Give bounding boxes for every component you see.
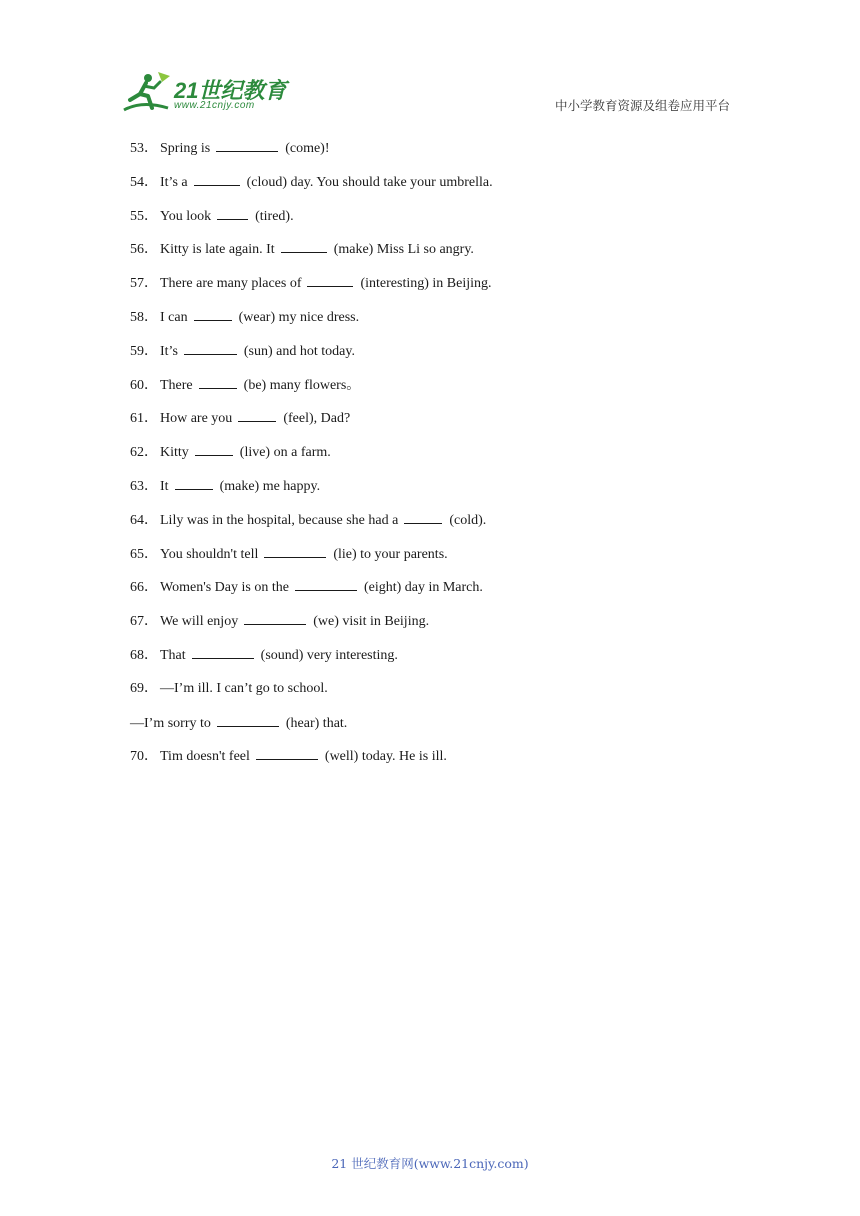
- question-item: [130, 680, 730, 714]
- question-hint: (eight) day in March.: [363, 580, 483, 596]
- question-number: 60．: [130, 377, 158, 393]
- runner-logo-icon: [122, 70, 172, 114]
- question-item: [130, 139, 730, 173]
- question-number: 58．: [130, 309, 158, 325]
- question-item: [130, 477, 730, 511]
- question-item: [130, 342, 730, 376]
- question-hint: (interesting) in Beijing.: [360, 276, 492, 292]
- question-item: [130, 207, 730, 241]
- question-text: You look: [160, 208, 212, 224]
- question-number: 54．: [130, 174, 158, 190]
- question-text: We will enjoy: [160, 614, 239, 630]
- question-number: 61．: [130, 411, 158, 427]
- question-number: 68．: [130, 647, 158, 663]
- question-hint: (sun) and hot today.: [243, 343, 355, 359]
- question-item: [130, 511, 730, 545]
- question-item: [130, 173, 730, 207]
- question-text: There are many places of: [160, 276, 302, 292]
- question-number: 57．: [130, 276, 158, 292]
- question-text: I can: [160, 309, 188, 325]
- question-hint: (well) today. He is ill.: [324, 749, 447, 765]
- question-hint: (come)!: [285, 141, 330, 156]
- question-hint: (cold).: [449, 512, 487, 528]
- question-hint: (hear) that.: [285, 715, 348, 731]
- question-text: That: [160, 647, 186, 663]
- question-hint: (tired).: [255, 208, 294, 224]
- question-item: [130, 409, 730, 443]
- answer-blank[interactable]: [264, 545, 326, 558]
- answer-blank[interactable]: [216, 139, 278, 152]
- question-text: How are you: [160, 411, 233, 427]
- answer-blank[interactable]: [184, 342, 237, 355]
- question-hint: (feel), Dad?: [283, 411, 351, 427]
- question-hint: (lie) to your parents.: [333, 546, 448, 562]
- answer-blank[interactable]: [195, 443, 233, 456]
- question-hint: (make) Miss Li so angry.: [333, 242, 474, 258]
- page-footer: 21 世纪教育网(www.21cnjy.com): [331, 1156, 529, 1171]
- question-item: [130, 443, 730, 477]
- question-text: Kitty: [160, 445, 189, 461]
- question-hint: (cloud) day. You should take your umbrella.: [246, 174, 493, 190]
- question-number: 56．: [130, 242, 158, 258]
- answer-blank[interactable]: [256, 747, 318, 760]
- answer-blank[interactable]: [217, 714, 279, 727]
- question-text: It’s a: [160, 174, 188, 190]
- question-hint: (wear) my nice dress.: [238, 309, 360, 325]
- question-text: Spring is: [160, 141, 211, 156]
- question-hint: (make) me happy.: [219, 478, 321, 494]
- question-text: Lily was in the hospital, because she had a: [160, 512, 399, 528]
- answer-blank[interactable]: [175, 477, 213, 490]
- question-number: 62．: [130, 445, 158, 461]
- question-number: 70．: [130, 749, 158, 765]
- question-text: It: [160, 478, 169, 494]
- answer-blank[interactable]: [217, 207, 248, 220]
- question-hint: (we) visit in Beijing.: [313, 614, 430, 630]
- question-list: [130, 139, 730, 781]
- question-number: 67．: [130, 614, 158, 630]
- answer-blank[interactable]: [194, 308, 232, 321]
- question-number: 53．: [130, 141, 158, 156]
- answer-blank[interactable]: [238, 409, 276, 422]
- question-text: Tim doesn't feel: [160, 749, 250, 765]
- question-number: 59．: [130, 343, 158, 359]
- question-text: Women's Day is on the: [160, 580, 289, 596]
- answer-blank[interactable]: [192, 646, 254, 659]
- question-item: [130, 578, 730, 612]
- logo-text: 21世纪教育: [174, 78, 287, 103]
- answer-blank[interactable]: [404, 511, 442, 524]
- question-hint: (be) many flowers。: [243, 377, 361, 393]
- question-item: [130, 240, 730, 274]
- question-item: [130, 308, 730, 342]
- page-header: [0, 0, 860, 124]
- question-item: [130, 274, 730, 308]
- question-item: [130, 545, 730, 579]
- question-item: [130, 612, 730, 646]
- question-number: 66．: [130, 580, 158, 596]
- question-text: —I’m ill. I can’t go to school.: [160, 680, 328, 696]
- answer-blank[interactable]: [295, 578, 357, 591]
- logo-url: www.21cnjy.com: [174, 100, 255, 111]
- answer-blank[interactable]: [194, 173, 240, 186]
- question-number: 63．: [130, 478, 158, 494]
- logo: [122, 70, 292, 116]
- question-text: You shouldn't tell: [160, 546, 259, 562]
- question-hint: (live) on a farm.: [239, 445, 331, 461]
- answer-blank[interactable]: [307, 274, 353, 287]
- question-number: 64．: [130, 512, 158, 528]
- question-number: 65．: [130, 546, 158, 562]
- answer-blank[interactable]: [199, 376, 237, 389]
- question-item: [130, 376, 730, 410]
- question-text: —I’m sorry to: [130, 715, 211, 731]
- question-number: 55．: [130, 208, 158, 224]
- question-number: 69．: [130, 680, 158, 696]
- question-text: Kitty is late again. It: [160, 242, 275, 258]
- question-item: [130, 747, 730, 781]
- question-text: There: [160, 377, 193, 393]
- question-item: [130, 714, 730, 748]
- answer-blank[interactable]: [281, 240, 327, 253]
- question-text: It’s: [160, 343, 178, 359]
- platform-title: 中小学教育资源及组卷应用平台: [554, 98, 730, 113]
- answer-blank[interactable]: [244, 612, 306, 625]
- question-hint: (sound) very interesting.: [260, 647, 398, 663]
- question-item: [130, 646, 730, 680]
